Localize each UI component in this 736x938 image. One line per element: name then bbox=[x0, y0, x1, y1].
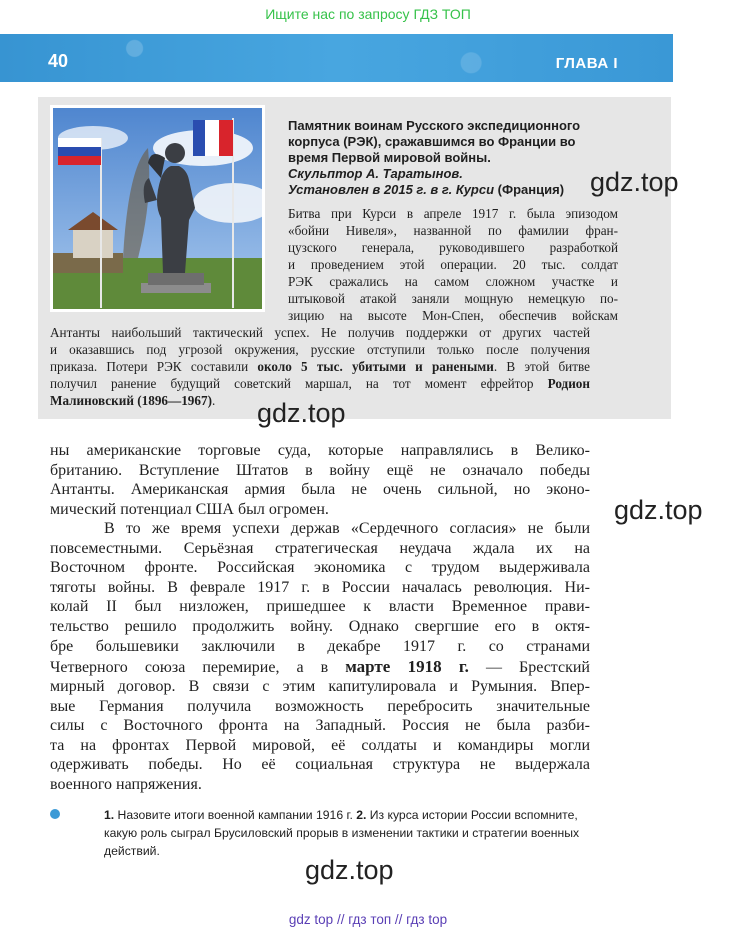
page-number: 40 bbox=[48, 51, 69, 71]
monument-illustration bbox=[53, 108, 262, 309]
text-line: та на фронтах Первой мировой, её солдаты и командиры могли bbox=[50, 736, 590, 754]
text-line: силы с Восточного фронта на Западный. Россия не была разби- bbox=[50, 717, 590, 735]
watermark: gdz.top bbox=[614, 495, 703, 525]
text-line: тельство решило продолжить войну. Однако свергшие его в октя- bbox=[50, 618, 590, 635]
text-line: колай II был низложен, пришедшее к власти Временное прави- bbox=[50, 598, 590, 616]
monument-photo bbox=[50, 105, 265, 312]
sidebar-losses-line: приказа. Потери РЭК составили около 5 тыс. убитыми и ранеными. В этой битве bbox=[50, 359, 590, 374]
main-bold-date-line: Четверного союза перемирие, а в марте 1918 г. — Брестский bbox=[50, 657, 590, 676]
text-line: Антанты. Американская армия была не очень сильной, но эконо- bbox=[50, 481, 590, 499]
text-line: военного напряжения. bbox=[50, 776, 202, 793]
watermark: gdz.top bbox=[257, 398, 346, 428]
top-search-link[interactable]: Ищите нас по запросу ГДЗ ТОП bbox=[265, 6, 471, 22]
text-line: и оказавшись под угрозой окружения, русские отступили только после получения bbox=[50, 342, 590, 357]
text-line: штыковой атакой заняли мощную немецкую по- bbox=[288, 291, 618, 306]
text-line: цузского генерала, руководившего разработкой bbox=[288, 240, 618, 255]
review-questions: 1. Назовите итоги военной кампании 1916 г. 2. Из курса истории России вспомните, какую роль сыграл Брусиловский прорыв в изменении тактики и стратегии военных действий. bbox=[104, 808, 580, 858]
text-line: «бойни Нивеля», названной по фамилии фран- bbox=[288, 223, 618, 238]
photo-caption-country: (Франция) bbox=[497, 182, 565, 197]
photo-caption-title: Памятник воинам Русского экспедиционного корпуса (РЭК), сражавшимся во Франции во время Первой мировой войны. bbox=[288, 118, 581, 165]
text-line: Битва при Курси в апреле 1917 г. была эпизодом bbox=[288, 206, 618, 221]
text-line: В то же время успехи держав «Сердечного согласия» не были bbox=[104, 520, 590, 537]
photo-caption-details bbox=[288, 166, 618, 198]
question-bullet-icon bbox=[50, 809, 60, 819]
text-line: и проведением этой операции. 20 тыс. солдат bbox=[288, 257, 618, 272]
text-line: РЭК сражались на самом сложном участке и bbox=[288, 274, 618, 289]
text-line: вые Германия получила возможность перебросить значительные bbox=[50, 697, 590, 715]
watermark: gdz.top bbox=[590, 167, 679, 197]
text-line: Антанты наибольший тактический успех. Не получив поддержки от других частей bbox=[50, 325, 590, 340]
chapter-label: ГЛАВА I bbox=[555, 55, 618, 72]
text-line: тяготы войны. В феврале 1917 г. в России началась революция. Ни- bbox=[50, 578, 590, 596]
text-line: британию. Вступление Штатов в войну ещё не означало победы bbox=[50, 461, 590, 479]
sidebar-end-line: Малиновский (1896—1967). bbox=[50, 393, 216, 408]
footer-links[interactable]: gdz top // гдз топ // гдз top bbox=[288, 912, 448, 927]
text-line: одерживать победы. Но её социальная структура не выдержала bbox=[50, 756, 590, 774]
photo-caption-installed-line bbox=[288, 182, 618, 198]
text-line: мирный договор. В связи с этим капитулировала и Румыния. Впер- bbox=[50, 678, 590, 695]
text-line: повсеместными. Серьёзная стратегическая неудача ждала их на bbox=[50, 539, 590, 557]
photo-caption-sculptor: Скульптор А. Таратынов. bbox=[288, 166, 463, 181]
text-line: Восточном фронте. Российская экономика с трудом выдерживала bbox=[50, 559, 590, 577]
text-line: бре большевики заключили в декабре 1917 г. со странами bbox=[50, 637, 590, 655]
text-line: мический потенциал США был огромен. bbox=[50, 500, 329, 518]
watermark: gdz.top bbox=[305, 855, 394, 885]
sidebar-marshal-line: получил ранение будущий советский маршал, на тот момент ефрейтор Родион bbox=[50, 376, 590, 391]
text-line: зицию на высоте Мон-Спен, обеспечив войскам bbox=[288, 308, 618, 323]
text-line: ны американские торговые суда, которые направлялись в Велико- bbox=[50, 442, 590, 459]
photo-caption-installed: Установлен в 2015 г. в г. Курси bbox=[288, 182, 495, 197]
